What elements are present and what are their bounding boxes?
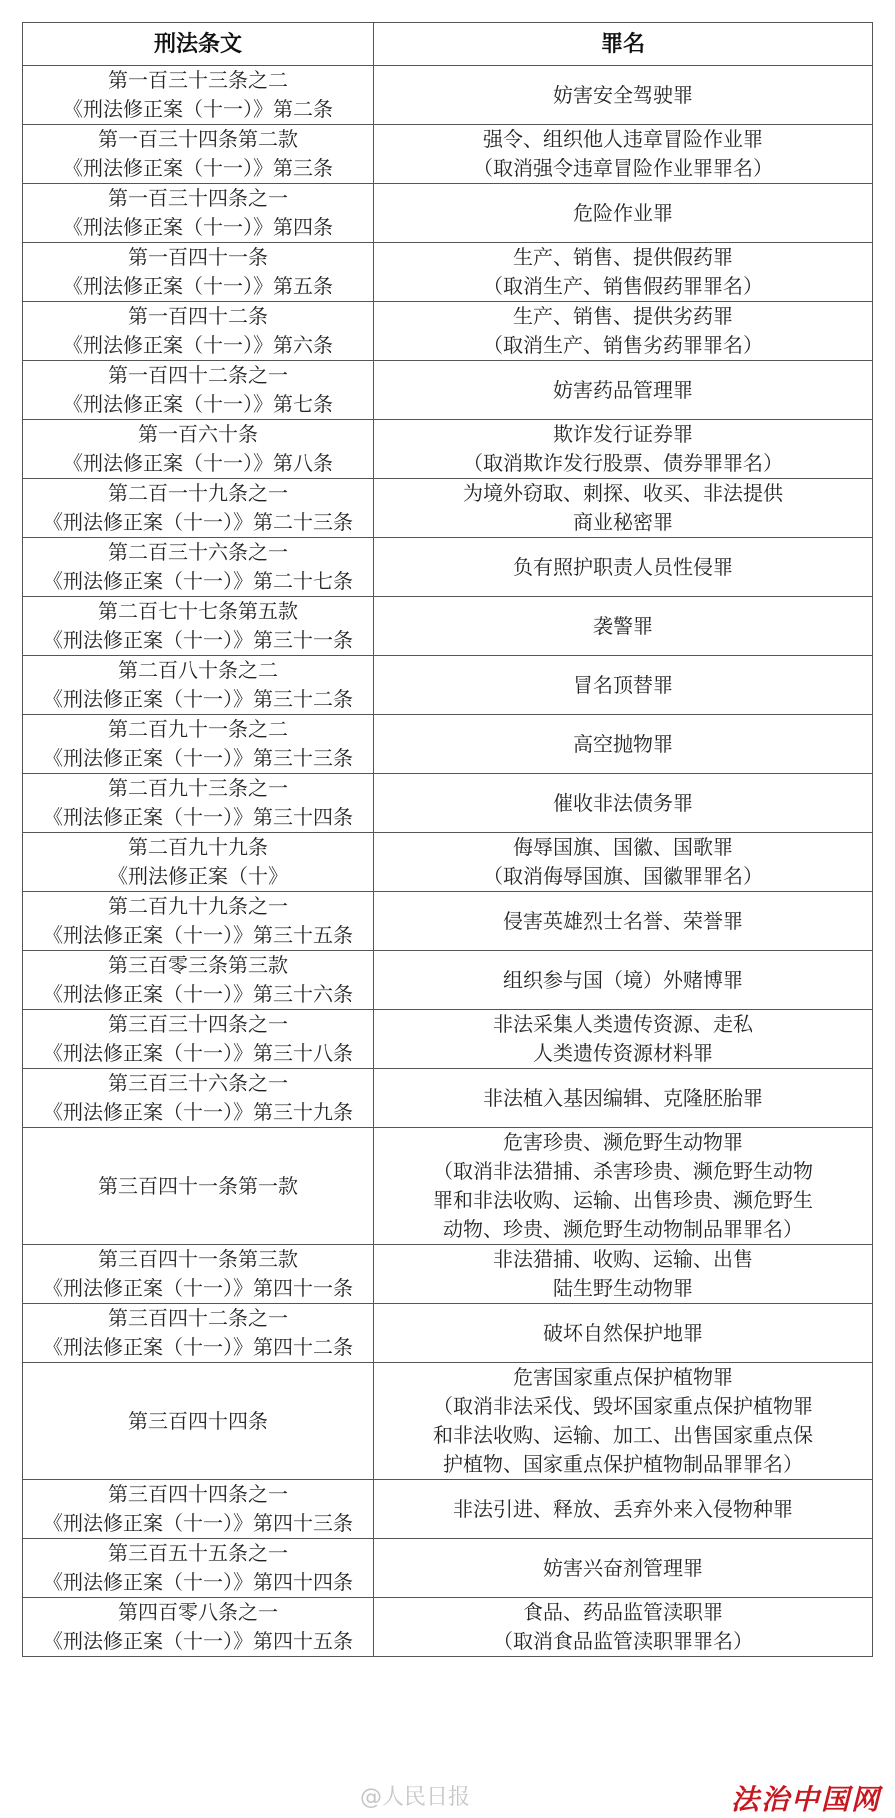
crime-line: 高空抛物罪 [573,731,673,756]
table-row [23,361,873,420]
table-row [23,479,873,538]
article-line: 《刑法修正案（十一）》第五条 [63,274,333,298]
article-cell [23,184,374,243]
crime-line: 妨害兴奋剂管理罪 [543,1555,703,1580]
crime-cell [374,1304,873,1363]
crime-line: 组织参与国（境）外赌博罪 [503,967,743,992]
crime-cell [374,184,873,243]
table-row [23,892,873,951]
article-line: 第一百三十四条第二款 [98,127,298,151]
article-line: 第一百六十条 [138,422,258,446]
article-cell [23,1480,374,1539]
article-line: 《刑法修正案（十一）》第四十五条 [43,1629,353,1653]
crime-table-container [22,22,872,1657]
article-line: 《刑法修正案（十一）》第三十八条 [43,1041,353,1065]
crime-line: 欺诈发行证券罪 [553,422,693,446]
article-line: 《刑法修正案（十一）》第三十九条 [43,1100,353,1124]
article-line: 第三百四十一条第一款 [98,1173,298,1198]
article-cell [23,833,374,892]
article-line: 《刑法修正案（十一）》第六条 [63,333,333,357]
crime-line: （取消强令违章冒险作业罪罪名） [473,156,773,180]
article-cell [23,951,374,1010]
crime-cell [374,1480,873,1539]
article-line: 第二百九十九条 [128,835,268,859]
article-line: 《刑法修正案（十》 [108,864,288,888]
crime-line: 非法植入基因编辑、克隆胚胎罪 [483,1085,763,1110]
crime-line: （取消非法采伐、毁坏国家重点保护植物罪 [433,1394,813,1418]
article-cell [23,774,374,833]
crime-cell [374,715,873,774]
article-cell [23,1245,374,1304]
article-line: 《刑法修正案（十一）》第三十四条 [43,805,353,829]
crime-cell [374,774,873,833]
crime-line: 生产、销售、提供假药罪 [513,245,733,269]
table-body [23,66,873,1657]
article-cell [23,715,374,774]
article-cell [23,1069,374,1128]
crime-cell [374,1363,873,1480]
crime-line: 妨害安全驾驶罪 [553,82,693,107]
article-line: 《刑法修正案（十一）》第八条 [63,451,333,475]
crime-line: 危害珍贵、濒危野生动物罪 [503,1130,743,1154]
article-cell [23,302,374,361]
crime-line: 破坏自然保护地罪 [543,1320,703,1345]
table-header-row [23,23,873,66]
article-line: 第三百三十四条之一 [108,1012,288,1036]
table-row [23,715,873,774]
crime-line: 非法采集人类遗传资源、走私 [493,1012,753,1036]
crime-cell [374,892,873,951]
article-line: 第一百四十二条之一 [108,363,288,387]
crime-line: （取消食品监管渎职罪罪名） [493,1629,753,1653]
table-row [23,184,873,243]
crime-line: （取消非法猎捕、杀害珍贵、濒危野生动物 [433,1159,813,1183]
table-row [23,774,873,833]
crime-line: 袭警罪 [593,613,653,638]
article-line: 第一百四十一条 [128,245,268,269]
article-cell [23,1010,374,1069]
article-line: 第三百零三条第三款 [108,953,288,977]
article-cell [23,1304,374,1363]
crime-line: 人类遗传资源材料罪 [533,1041,713,1065]
table-row [23,1539,873,1598]
header-article: 刑法条文 [23,23,374,66]
article-line: 第二百三十六条之一 [108,540,288,564]
crime-cell [374,1245,873,1304]
article-cell [23,1363,374,1480]
article-cell [23,1598,374,1657]
article-cell [23,479,374,538]
article-line: 第二百九十一条之二 [108,717,288,741]
article-line: 第二百九十九条之一 [108,894,288,918]
table-row [23,1069,873,1128]
crime-cell [374,66,873,125]
crime-cell [374,420,873,479]
article-cell [23,66,374,125]
article-cell [23,361,374,420]
article-line: 第三百四十四条 [128,1408,268,1433]
article-line: 《刑法修正案（十一）》第三十五条 [43,923,353,947]
article-line: 第三百三十六条之一 [108,1071,288,1095]
crime-cell [374,479,873,538]
table-row [23,1128,873,1245]
article-line: 第一百四十二条 [128,304,268,328]
table-row [23,833,873,892]
crime-line: 催收非法债务罪 [553,790,693,815]
article-line: 《刑法修正案（十一）》第四十一条 [43,1276,353,1300]
table-row [23,243,873,302]
article-cell [23,892,374,951]
article-line: 《刑法修正案（十一）》第三十二条 [43,687,353,711]
crime-line: 侵害英雄烈士名誉、荣誉罪 [503,908,743,933]
crime-line: 危害国家重点保护植物罪 [513,1365,733,1389]
crime-line: （取消侮辱国旗、国徽罪罪名） [483,864,763,888]
crime-line: 强令、组织他人违章冒险作业罪 [483,127,763,151]
article-line: 《刑法修正案（十一）》第三十六条 [43,982,353,1006]
crime-line: 侮辱国旗、国徽、国歌罪 [513,835,733,859]
crime-cell [374,538,873,597]
article-line: 第三百四十一条第三款 [98,1247,298,1271]
article-cell [23,420,374,479]
table-row [23,656,873,715]
article-line: 《刑法修正案（十一）》第二十七条 [43,569,353,593]
table-row [23,1363,873,1480]
crime-line: 商业秘密罪 [573,510,673,534]
table-row [23,302,873,361]
crime-cell [374,833,873,892]
crime-line: 非法引进、释放、丢弃外来入侵物种罪 [453,1496,793,1521]
crime-cell [374,302,873,361]
crime-table [22,22,873,1657]
article-line: 第三百四十四条之一 [108,1482,288,1506]
article-cell [23,243,374,302]
article-line: 第三百五十五条之一 [108,1541,288,1565]
article-cell [23,1128,374,1245]
crime-line: 护植物、国家重点保护植物制品罪罪名） [443,1452,803,1476]
article-cell [23,538,374,597]
crime-line: （取消生产、销售假药罪罪名） [483,274,763,298]
crime-cell [374,1598,873,1657]
crime-line: （取消生产、销售劣药罪罪名） [483,333,763,357]
article-line: 第二百八十条之二 [118,658,278,682]
table-row [23,1480,873,1539]
article-line: 第二百九十三条之一 [108,776,288,800]
header-crime: 罪名 [374,23,873,66]
article-line: 《刑法修正案（十一）》第三十三条 [43,746,353,770]
crime-line: 负有照护职责人员性侵罪 [513,554,733,579]
table-row [23,66,873,125]
crime-line: 动物、珍贵、濒危野生动物制品罪罪名） [443,1217,803,1241]
article-cell [23,1539,374,1598]
table-row [23,1304,873,1363]
article-cell [23,125,374,184]
article-line: 第一百三十四条之一 [108,186,288,210]
table-row [23,538,873,597]
table-row [23,1010,873,1069]
article-line: 第二百一十九条之一 [108,481,288,505]
article-line: 《刑法修正案（十一）》第四十三条 [43,1511,353,1535]
article-line: 第一百三十三条之二 [108,68,288,92]
crime-line: 妨害药品管理罪 [553,377,693,402]
table-row [23,597,873,656]
table-row [23,1598,873,1657]
article-line: 《刑法修正案（十一）》第四条 [63,215,333,239]
article-line: 《刑法修正案（十一）》第四十二条 [43,1335,353,1359]
article-line: 第二百七十七条第五款 [98,599,298,623]
crime-line: 为境外窃取、刺探、收买、非法提供 [463,481,783,505]
site-logo: 法治中国网 [730,1783,881,1816]
crime-cell [374,125,873,184]
crime-line: 罪和非法收购、运输、出售珍贵、濒危野生 [433,1188,813,1212]
crime-cell [374,951,873,1010]
crime-line: 和非法收购、运输、加工、出售国家重点保 [433,1423,813,1447]
article-line: 《刑法修正案（十一）》第三条 [63,156,333,180]
crime-cell [374,597,873,656]
crime-line: 冒名顶替罪 [573,672,673,697]
article-line: 《刑法修正案（十一）》第二条 [63,97,333,121]
crime-cell [374,1010,873,1069]
table-row [23,1245,873,1304]
article-cell [23,597,374,656]
crime-cell [374,1128,873,1245]
article-line: 《刑法修正案（十一）》第二十三条 [43,510,353,534]
crime-cell [374,656,873,715]
article-line: 第四百零八条之一 [118,1600,278,1624]
crime-line: （取消欺诈发行股票、债券罪罪名） [463,451,783,475]
crime-cell [374,1539,873,1598]
table-row [23,125,873,184]
crime-cell [374,1069,873,1128]
article-line: 《刑法修正案（十一）》第三十一条 [43,628,353,652]
table-row [23,951,873,1010]
crime-cell [374,243,873,302]
article-line: 《刑法修正案（十一）》第七条 [63,392,333,416]
table-row [23,420,873,479]
article-line: 第三百四十二条之一 [108,1306,288,1330]
crime-line: 非法猎捕、收购、运输、出售 [493,1247,753,1271]
crime-line: 危险作业罪 [573,200,673,225]
article-line: 《刑法修正案（十一）》第四十四条 [43,1570,353,1594]
crime-cell [374,361,873,420]
crime-line: 生产、销售、提供劣药罪 [513,304,733,328]
crime-line: 陆生野生动物罪 [553,1276,693,1300]
crime-line: 食品、药品监管渎职罪 [523,1600,723,1624]
weibo-watermark: @人民日报 [360,1785,471,1810]
article-cell [23,656,374,715]
